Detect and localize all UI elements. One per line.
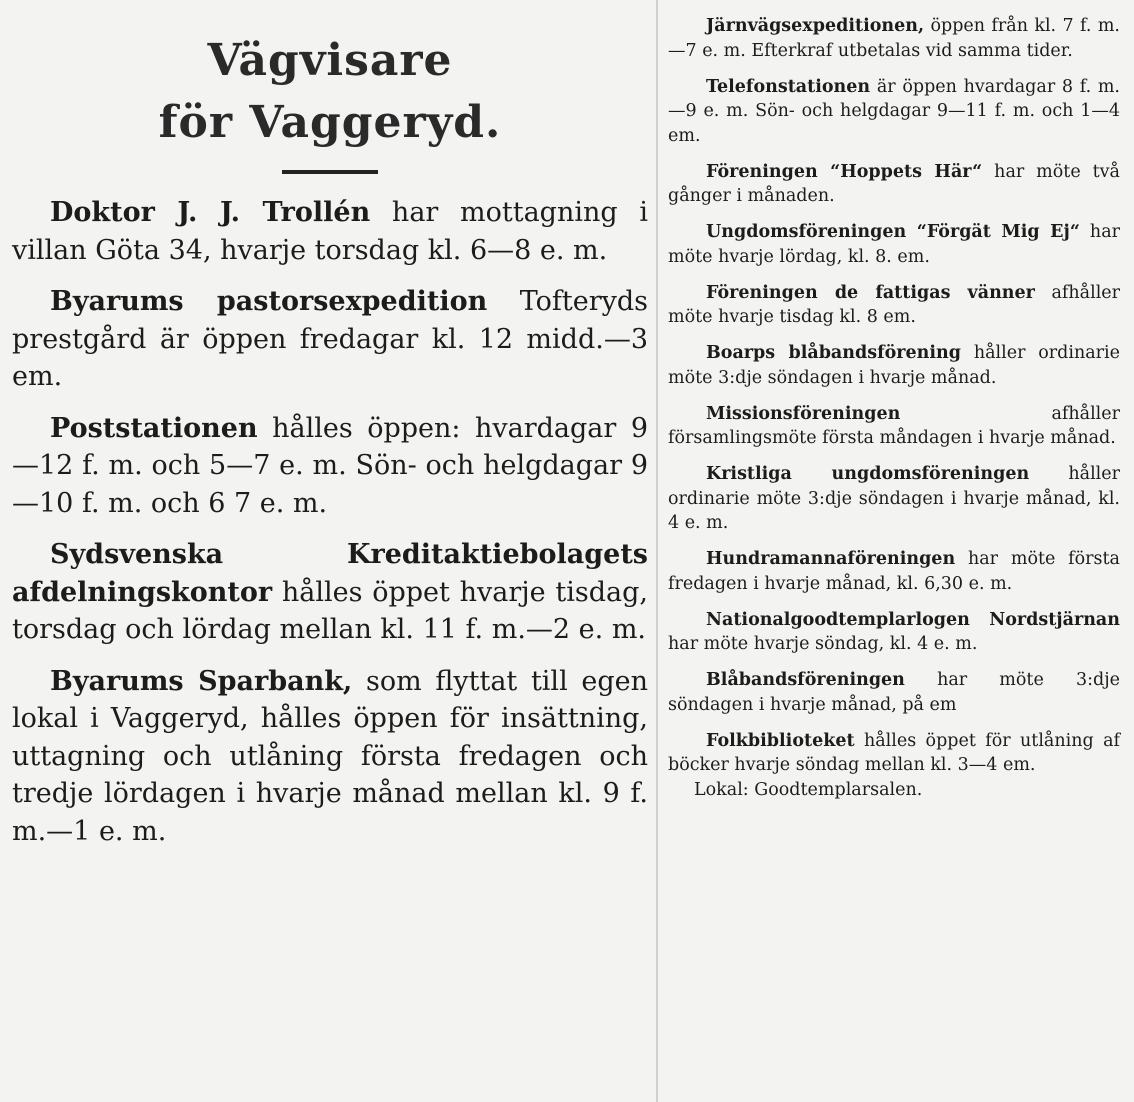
headline-line-2: för Vaggeryd. xyxy=(158,97,502,148)
notice-text: hålles öppen: hvardagar 9—12 f. m. och 5—7 e. m. Sön- och helgdagar 9—10 f. m. och 6 7 e. m. xyxy=(12,412,648,519)
notice-text: öppen från kl. 7 f. m.—7 e. m. Efterkraf utbetalas vid samma tider. xyxy=(668,16,1120,61)
notice-nordstjarnan xyxy=(668,608,1120,657)
notice-lead: Byarums Sparbank, xyxy=(50,665,353,697)
notice-jarnvag xyxy=(668,14,1120,63)
notice-text: har möte hvarje söndag, kl. 4 e. m. xyxy=(668,634,978,654)
notice-blaband xyxy=(668,668,1120,717)
notice-lead: Sydsvenska Kreditaktiebolagets afdelningskontor xyxy=(12,539,648,608)
notice-forgat-mig-ej xyxy=(668,220,1120,269)
notice-text: har mottagning i villan Göta 34, hvarje torsdag kl. 6—8 e. m. xyxy=(12,197,648,266)
notice-text: har möte två gånger i månaden. xyxy=(668,161,1120,206)
notice-lead: Järnvägsexpeditionen, xyxy=(706,16,925,36)
notice-lead: Telefonstationen xyxy=(706,76,871,97)
notice-lead: Poststationen xyxy=(50,412,258,444)
notice-lead: Kristliga ungdomsföreningen xyxy=(706,464,1030,484)
notice-lead: Föreningen “Hoppets Här“ xyxy=(706,161,983,182)
notice-lead: Nationalgoodtemplarlogen Nordstjärnan xyxy=(706,609,1120,630)
notice-mission xyxy=(668,402,1120,451)
left-column xyxy=(12,30,648,864)
notice-hoppets-har xyxy=(668,160,1120,209)
notice-telefon xyxy=(668,75,1120,149)
notice-text: hålles öppet för utlåning af böcker hvarje söndag mellan kl. 3—4 em. xyxy=(668,730,1120,775)
column-divider xyxy=(656,0,658,1102)
notice-lead: Hundramannaföreningen xyxy=(706,549,956,569)
notice-boarps-blaband xyxy=(668,341,1120,390)
notice-sparbank xyxy=(12,663,648,851)
notice-lead: Boarps blåbandsförening xyxy=(706,343,961,363)
notice-doctor xyxy=(12,194,648,269)
notice-lead: Blåbandsföreningen xyxy=(706,670,905,690)
notice-text: håller ordinarie möte 3:dje söndagen i hvarje månad. xyxy=(668,343,1120,388)
notice-text: har möte första fredagen i hvarje månad, kl. 6,30 e. m. xyxy=(668,549,1120,594)
notice-text: är öppen hvardagar 8 f. m.—9 e. m. Sön- och helgdagar 9—11 f. m. och 1—4 em. xyxy=(668,76,1120,146)
notice-text: Tofteryds prestgård är öppen fredagar kl. 12 midd.—3 em. xyxy=(12,286,648,392)
notice-text: har möte hvarje lördag, kl. 8. em. xyxy=(668,222,1120,267)
notice-lead: Missionsföreningen xyxy=(706,403,901,424)
notice-kreditaktiebolag xyxy=(12,536,648,649)
notice-fattigas-vanner xyxy=(668,281,1120,330)
notice-folkbibliotek xyxy=(668,729,1120,778)
notice-lead: Byarums pastorsexpedition xyxy=(50,286,488,317)
notice-footer-lokal: Lokal: Goodtemplarsalen. xyxy=(694,779,923,800)
notice-lead: Ungdomsföreningen “Förgät Mig Ej“ xyxy=(706,222,1080,242)
notice-pastorsexpedition xyxy=(12,283,648,396)
notice-kristliga xyxy=(668,462,1120,536)
right-column xyxy=(668,14,1120,802)
notice-lead: Föreningen de fattigas vänner xyxy=(706,282,1035,303)
notice-text: afhåller församlingsmöte första måndagen i hvarje månad. xyxy=(668,403,1120,448)
notice-text: afhåller möte hvarje tisdag kl. 8 em. xyxy=(668,282,1121,327)
notice-text: har möte 3:dje söndagen i hvarje månad, på em xyxy=(668,670,1120,715)
notice-text: håller ordinarie möte 3:dje söndagen i hvarje månad, kl. 4 e. m. xyxy=(668,464,1120,533)
notice-hundramanna xyxy=(668,547,1120,596)
notice-text: som flyttat till egen lokal i Vaggeryd, hålles öppen för insättning, uttagning och utlåning första fredagen och tredje lördagen i hvarje månad mellan kl. 9 f. m.—1 e. m. xyxy=(12,665,648,847)
notice-lead: Doktor J. J. Trollén xyxy=(50,197,371,228)
notice-lead: Folkbiblioteket xyxy=(706,730,855,751)
notice-text: hålles öppet hvarje tisdag, torsdag och lördag mellan kl. 11 f. m.—2 e. m. xyxy=(12,576,648,645)
headline-line-1: Vägvisare xyxy=(207,35,453,86)
headline-rule xyxy=(282,170,378,174)
notice-poststation xyxy=(12,410,648,523)
